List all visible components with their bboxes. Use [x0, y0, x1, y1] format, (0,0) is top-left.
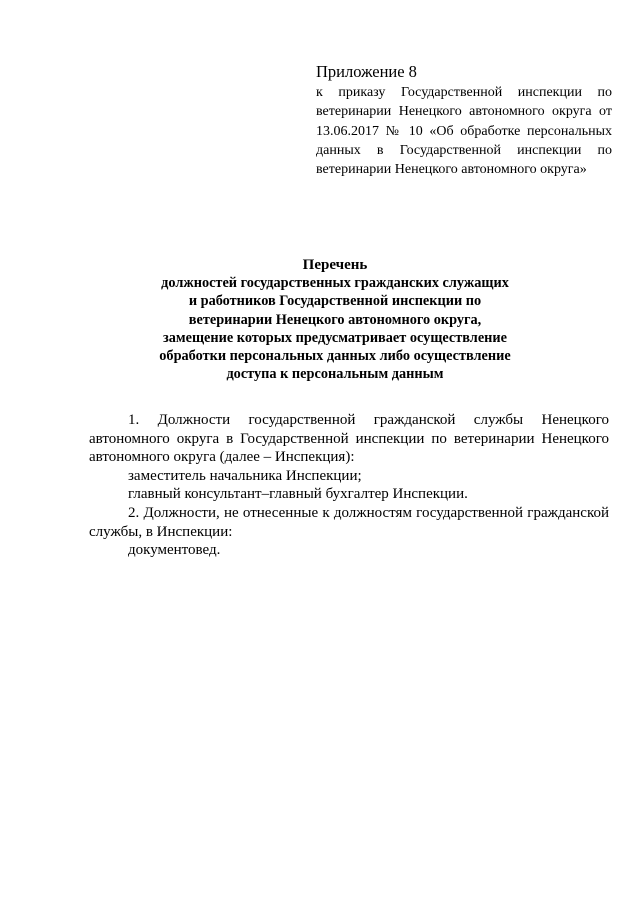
heading-line: ветеринарии Ненецкого автономного округа, — [188, 311, 482, 328]
heading-line: замещение которых предусматривает осуществление — [163, 329, 507, 346]
appendix-title: Приложение 8 — [316, 62, 417, 81]
document-heading — [130, 256, 540, 383]
heading-line: и работников Государственной инспекции по — [188, 293, 482, 310]
heading-line: доступа к персональным данным — [226, 366, 444, 383]
section-2-item: документовед. — [128, 542, 221, 559]
section-1-item: главный консультант–главный бухгалтер Инспекции. — [128, 486, 468, 503]
section-1-item: заместитель начальника Инспекции; — [128, 467, 362, 484]
document-body — [89, 411, 609, 560]
section-1-paragraph: 1. Должности государственной гражданской службы Ненецкого автономного округа в Государственной инспекции по ветеринарии Ненецкого автономного округа (далее – Инспекция): — [89, 412, 609, 466]
appendix-block — [316, 61, 612, 179]
heading-title: Перечень — [302, 257, 368, 273]
section-2-paragraph: 2. Должности, не отнесенные к должностям государственной гражданской службы, в Инспекции: — [89, 504, 609, 540]
heading-line: обработки персональных данных либо осуществление — [159, 348, 511, 365]
heading-line: должностей государственных гражданских служащих — [161, 275, 509, 292]
appendix-reference: к приказу Государственной инспекции по ветеринарии Ненецкого автономного округа от 13.06.2017 № 10 «Об обработке персональных данных в Государственной инспекции по ветеринарии Ненецкого автономного округа» — [316, 85, 612, 178]
